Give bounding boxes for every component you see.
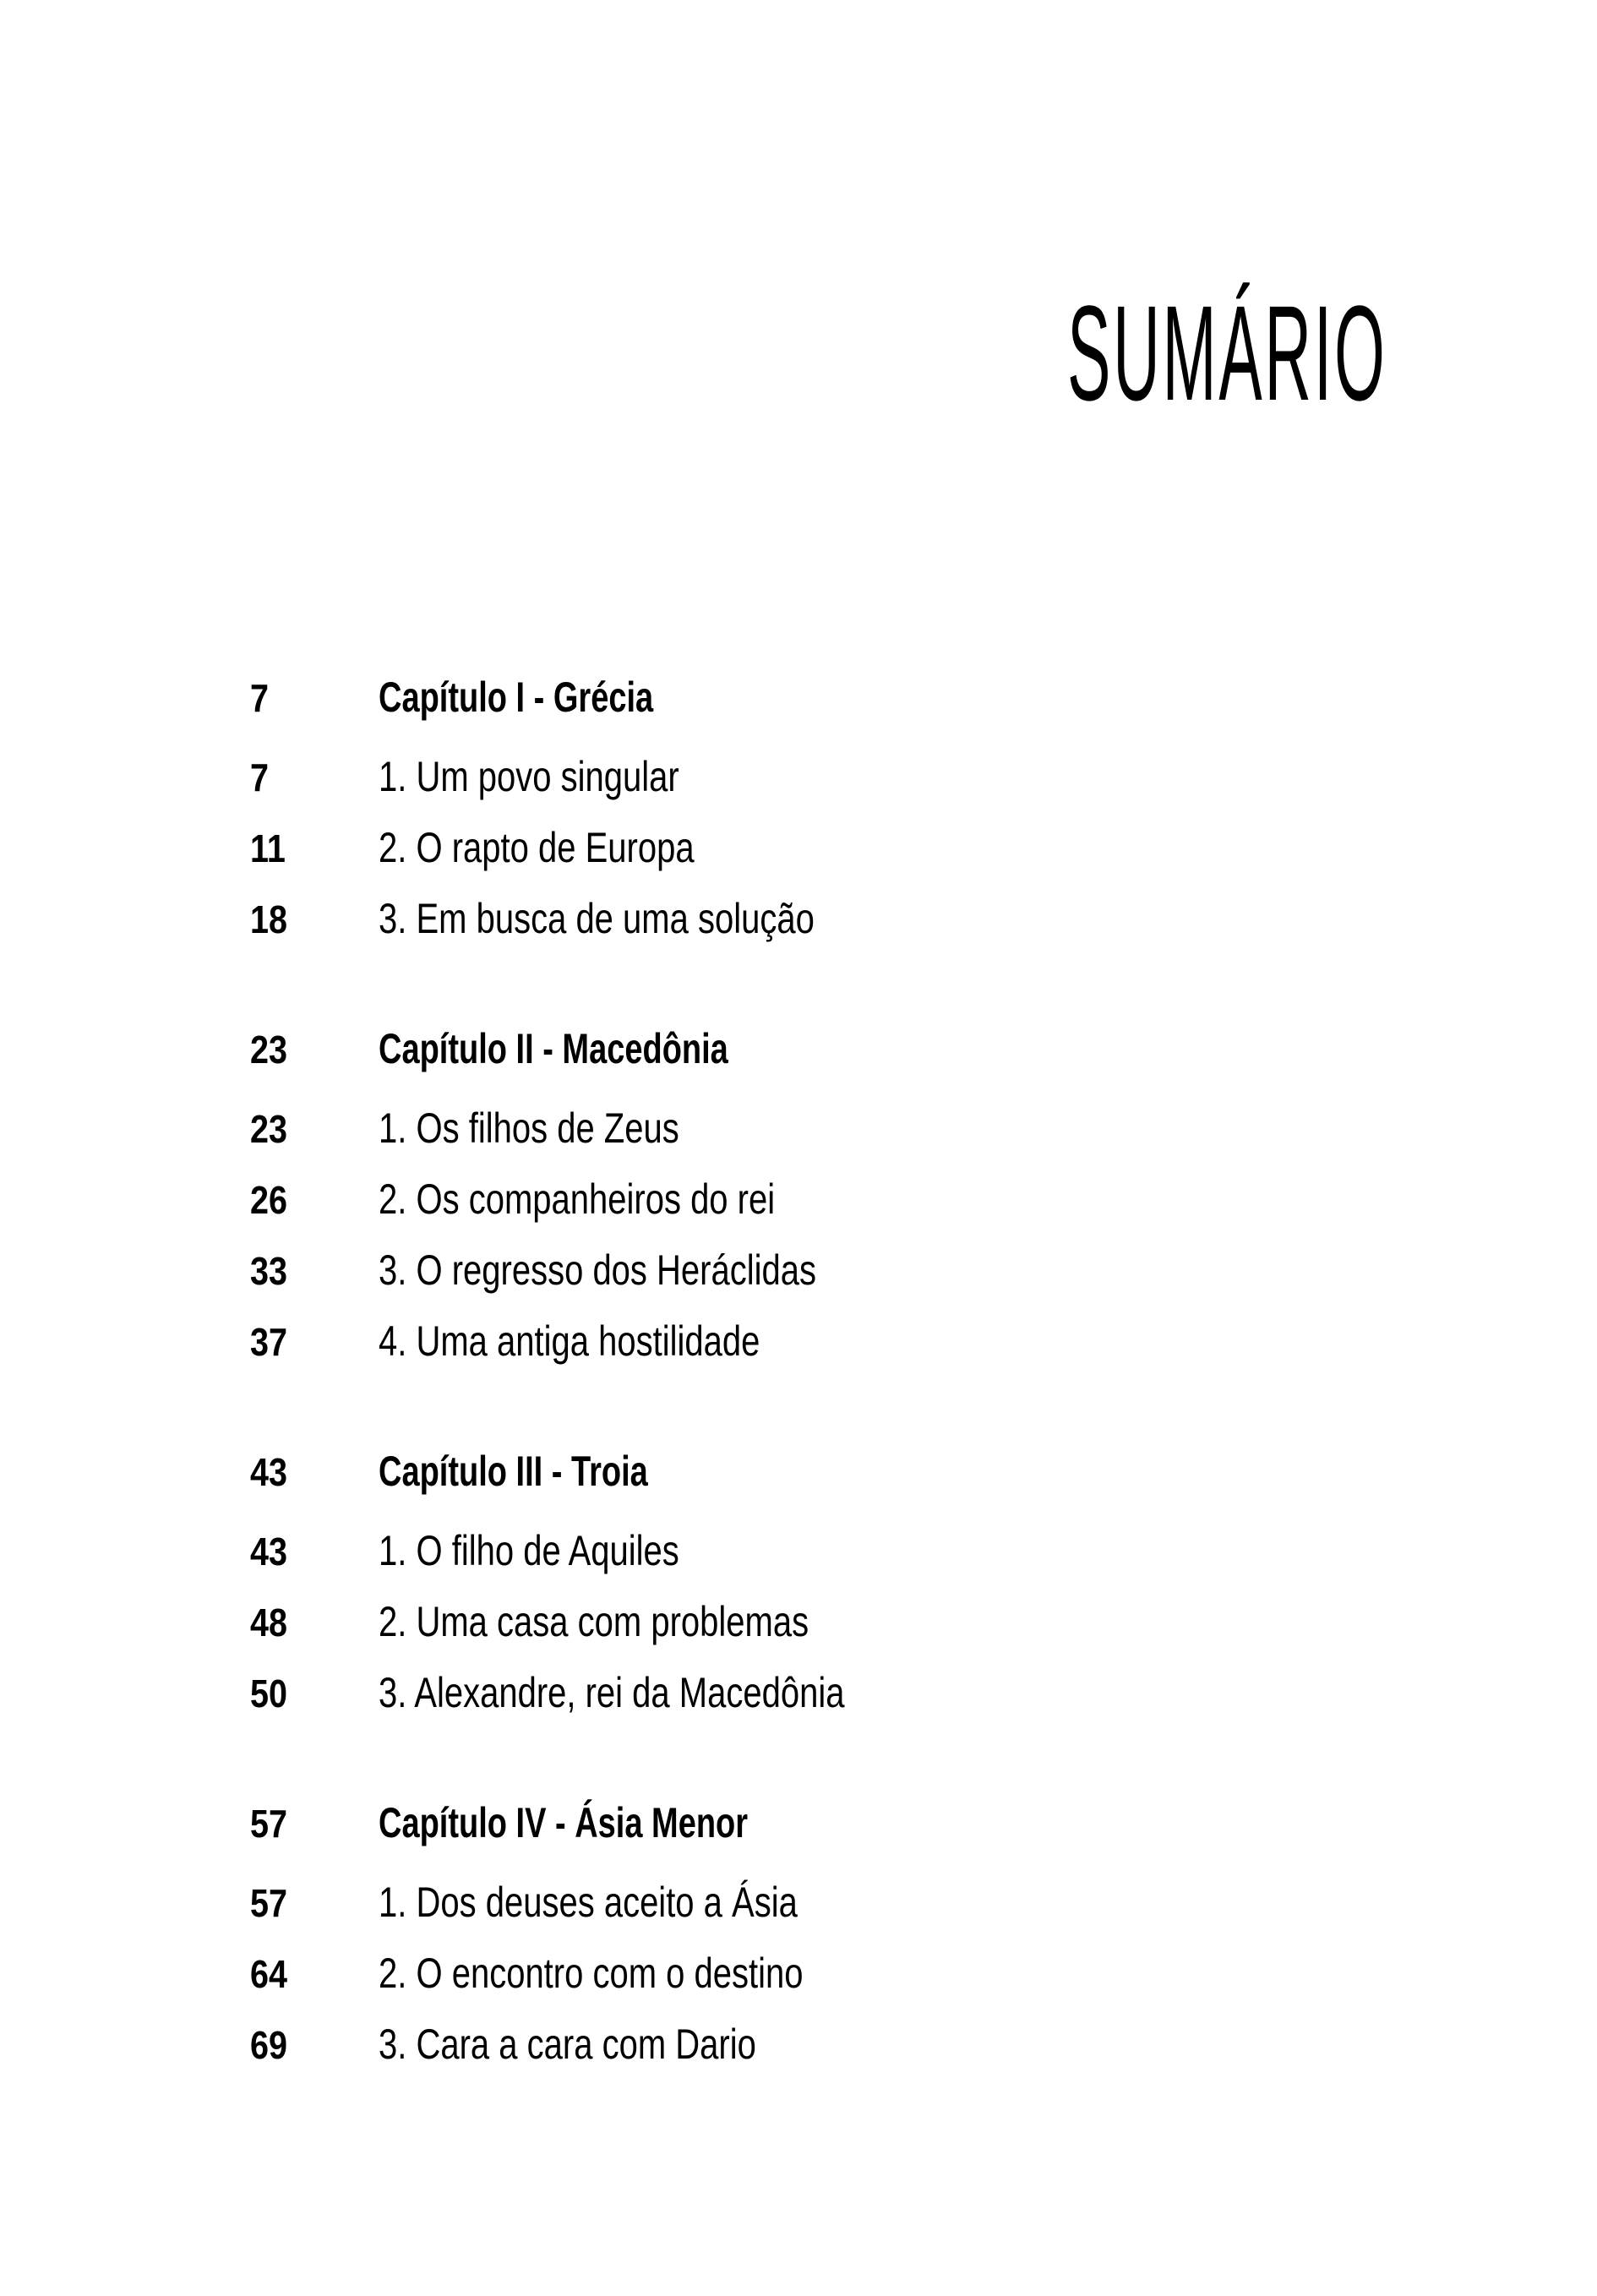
- chapter-title: Capítulo III - Troia: [379, 1448, 648, 1495]
- page-number: 23: [250, 1028, 288, 1072]
- page-title: SUMÁRIO: [1067, 277, 1387, 428]
- page-number: 57: [250, 1802, 288, 1846]
- toc-entry[interactable]: [250, 752, 1349, 823]
- page-number: 69: [250, 2023, 288, 2067]
- section-title: 4. Uma antiga hostilidade: [379, 1317, 760, 1365]
- chapter-heading[interactable]: [250, 673, 1349, 752]
- page-number: 50: [250, 1672, 288, 1715]
- chapter-title: Capítulo I - Grécia: [379, 674, 654, 721]
- section-title: 1. Os filhos de Zeus: [379, 1104, 679, 1152]
- section-title: 3. O regresso dos Heráclidas: [379, 1246, 817, 1294]
- toc-entry[interactable]: [250, 1246, 1349, 1317]
- page-number: 18: [250, 897, 288, 941]
- toc-entry[interactable]: [250, 1175, 1349, 1246]
- page-number: 7: [250, 755, 270, 799]
- chapter-4: [250, 1798, 1349, 2091]
- section-title: 3. Cara a cara com Dario: [379, 2021, 756, 2068]
- toc-entry[interactable]: [250, 1597, 1349, 1668]
- page-number: 43: [250, 1530, 288, 1573]
- toc-entry[interactable]: [250, 823, 1349, 894]
- toc-entry[interactable]: [250, 1668, 1349, 1739]
- chapter-1: [250, 673, 1349, 965]
- toc-entry[interactable]: [250, 1526, 1349, 1597]
- section-title: 2. O rapto de Europa: [379, 824, 695, 871]
- chapter-title: Capítulo II - Macedônia: [379, 1025, 728, 1072]
- toc-entry[interactable]: [250, 1878, 1349, 1949]
- chapter-heading[interactable]: [250, 1447, 1349, 1526]
- page-number: 26: [250, 1178, 288, 1222]
- page-number: 7: [250, 676, 270, 720]
- section-title: 1. Um povo singular: [379, 753, 679, 800]
- page-number: 43: [250, 1450, 288, 1494]
- chapter-2: [250, 1024, 1349, 1388]
- section-title: 3. Em busca de uma solução: [379, 895, 815, 942]
- section-title: 2. Uma casa com problemas: [379, 1598, 809, 1645]
- section-title: 3. Alexandre, rei da Macedônia: [379, 1669, 845, 1716]
- page-number: 23: [250, 1107, 288, 1151]
- section-title: 1. Dos deuses aceito a Ásia: [379, 1879, 798, 1926]
- page-number: 57: [250, 1881, 288, 1925]
- chapter-heading[interactable]: [250, 1024, 1349, 1104]
- section-title: 2. Os companheiros do rei: [379, 1175, 776, 1223]
- chapter-heading[interactable]: [250, 1798, 1349, 1878]
- chapter-title: Capítulo IV - Ásia Menor: [379, 1799, 749, 1846]
- toc-entry[interactable]: [250, 894, 1349, 965]
- section-title: 1. O filho de Aquiles: [379, 1527, 679, 1574]
- page-number: 48: [250, 1601, 288, 1644]
- section-title: 2. O encontro com o destino: [379, 1950, 804, 1997]
- toc-entry[interactable]: [250, 1949, 1349, 2020]
- page-number: 11: [250, 826, 286, 870]
- chapter-3: [250, 1447, 1349, 1739]
- page-number: 37: [250, 1320, 288, 1364]
- page-number: 64: [250, 1952, 288, 1996]
- toc-entry[interactable]: [250, 2020, 1349, 2091]
- toc-entry[interactable]: [250, 1104, 1349, 1175]
- table-of-contents: [250, 673, 1349, 2150]
- page-number: 33: [250, 1249, 288, 1293]
- toc-entry[interactable]: [250, 1317, 1349, 1388]
